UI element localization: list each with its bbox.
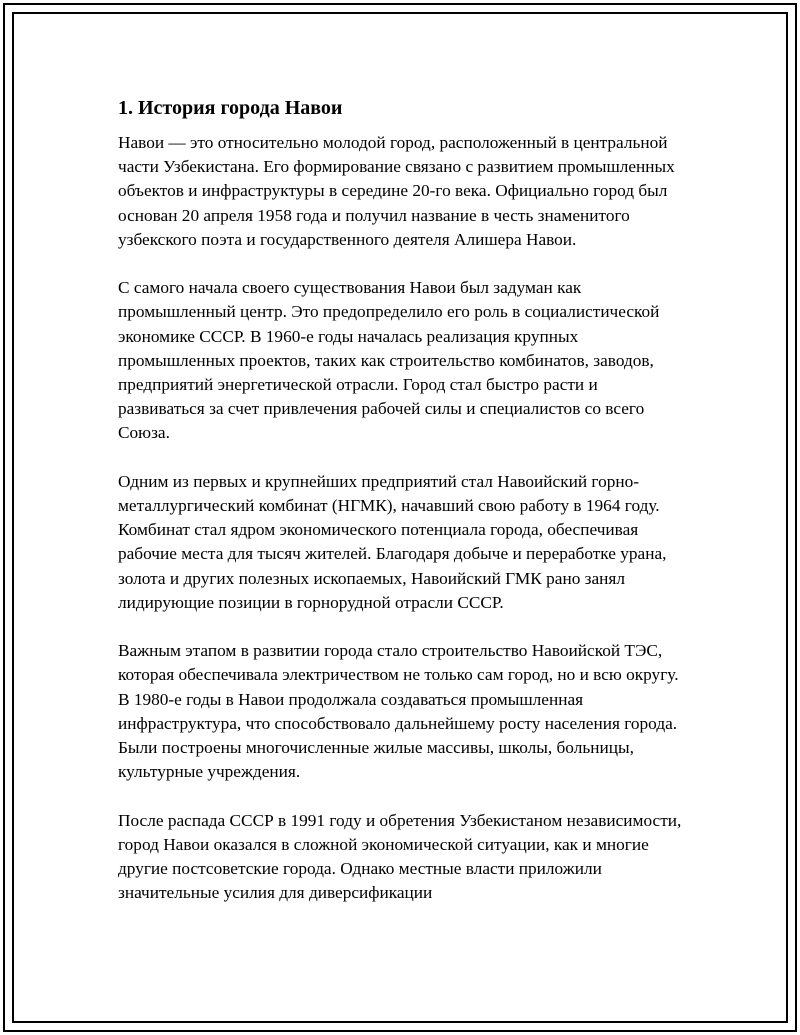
paragraph-3: Одним из первых и крупнейших предприятий стал Навоийский горно-металлургический комбинат (НГМК), начавший свою работу в 1964 году. Комбинат стал ядром экономического потенциала города, обеспечивая рабочие места для тысяч жителей. Благодаря добыче и переработке урана, золота и других полезных ископаемых, Навоийский ГМК рано занял лидирующие позиции в горнорудной отрасли СССР. — [118, 471, 667, 612]
document-body — [118, 96, 688, 930]
paragraph-4: Важным этапом в развитии города стало строительство Навоийской ТЭС, которая обеспечивала электричеством не только сам город, но и всю округу. В 1980-е годы в Навои продолжала создаваться промышленная инфраструктура, что способствовало дальнейшему росту населения города. Были построены многочисленные жилые массивы, школы, больницы, культурные учреждения. — [118, 641, 679, 782]
paragraph-2: С самого начала своего существования Навои был задуман как промышленный центр. Это предопределило его роль в социалистической экономике СССР. В 1960-е годы началась реализация крупных промышленных проектов, таких как строительство комбинатов, заводов, предприятий энергетической отрасли. Город стал быстро расти и развиваться за счет привлечения рабочей силы и специалистов со всего Союза. — [118, 278, 660, 443]
paragraph-1: Навои — это относительно молодой город, расположенный в центральной части Узбекистана. Его формирование связано с развитием промышленных объектов и инфраструктуры в середине 20-го века. Официально город был основан 20 апреля 1958 года и получил название в честь знаменитого узбекского поэта и государственного деятеля Алишера Навои. — [118, 133, 675, 249]
paragraph-5: После распада СССР в 1991 году и обретения Узбекистаном независимости, город Навои оказался в сложной экономической ситуации, как и многие другие постсоветские города. Однако местные власти приложили значительные усилия для диверсификации — [118, 810, 682, 903]
section-heading: 1. История города Навои — [118, 97, 343, 119]
